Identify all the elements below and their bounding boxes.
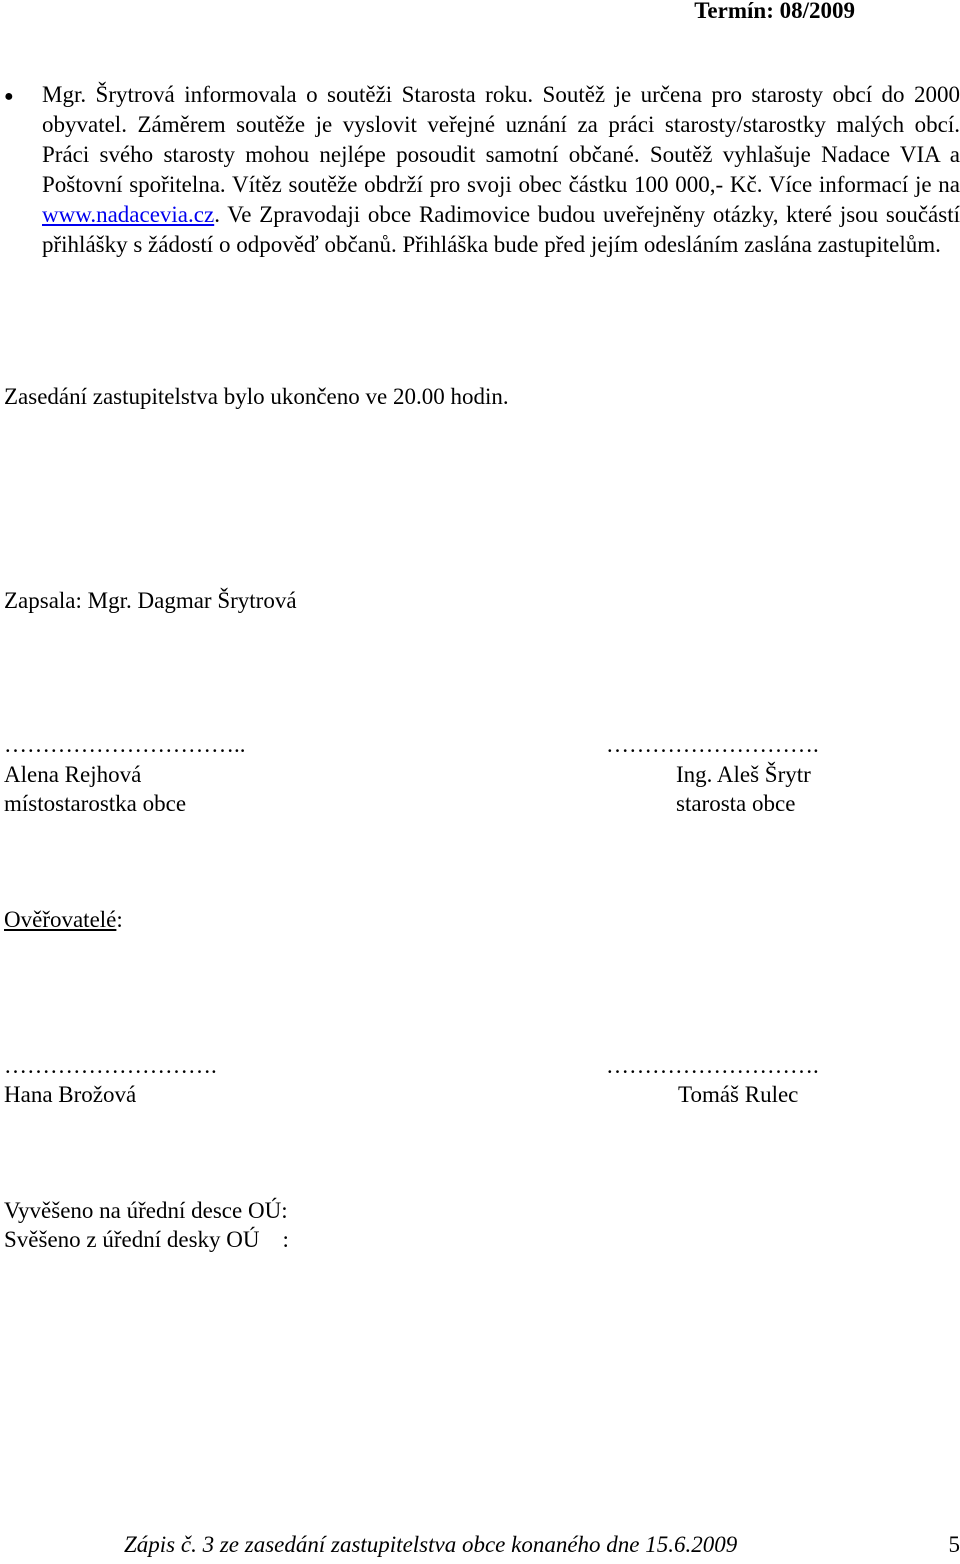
verifiers-label: Ověřovatelé: [4, 907, 117, 932]
verifier-line-right: ……………………….: [606, 1053, 819, 1078]
signatory-name-left: Alena Rejhová: [4, 762, 142, 787]
deadline: Termín: 08/2009: [694, 0, 855, 23]
removed-from-board: Svěšeno z úřední desky OÚ :: [4, 1227, 289, 1252]
verifier-line-left: ……………………….: [4, 1053, 217, 1078]
signatory-role-right: starosta obce: [676, 791, 796, 816]
posted-on-board: Vyvěšeno na úřední desce OÚ:: [4, 1198, 288, 1223]
bullet-paragraph: [42, 80, 960, 260]
closing-statement: Zasedání zastupitelstva bylo ukončeno ve 20.00 hodin.: [4, 384, 509, 409]
verifiers-colon: :: [116, 907, 123, 932]
nadacevia-link[interactable]: www.nadacevia.cz: [42, 202, 215, 227]
page-number: 5: [948, 1532, 960, 1557]
paragraph-text-end: . Ve Zpravodaji obce Radimovice budou uveřejněny otázky, které jsou součástí přihlášky s žádostí o odpověď občanů. Přihláška bude před jejím odesláním zaslána zastupitelům.: [42, 202, 960, 257]
bullet-icon: ●: [4, 88, 14, 105]
signatory-name-right: Ing. Aleš Šrytr: [676, 762, 811, 787]
verifier-name-right: Tomáš Rulec: [678, 1082, 799, 1107]
signatory-role-left: místostarostka obce: [4, 791, 187, 816]
recorder-line: Zapsala: Mgr. Dagmar Šrytrová: [4, 588, 297, 613]
verifiers-heading: [4, 905, 123, 935]
signature-line-left: …………………………..: [4, 732, 246, 757]
verifier-name-left: Hana Brožová: [4, 1082, 137, 1107]
footer-title: Zápis č. 3 ze zasedání zastupitelstva obce konaného dne 15.6.2009: [124, 1532, 738, 1557]
paragraph-text-start: Mgr. Šrytrová informovala o soutěži Starosta roku. Soutěž je určena pro starosty obcí do 2000 obyvatel. Záměrem soutěže je vyslovit veřejné uznání za práci starosty/starostky malých obcí. Práci svého starosty mohou nejlépe posoudit samotní občané. Soutěž vyhlašuje Nadace VIA a Poštovní spořitelna. Vítěz soutěže obdrží pro svoji obec částku 100 000,- Kč. Více informací je na: [42, 82, 960, 197]
signature-line-right: ……………………….: [606, 732, 819, 757]
